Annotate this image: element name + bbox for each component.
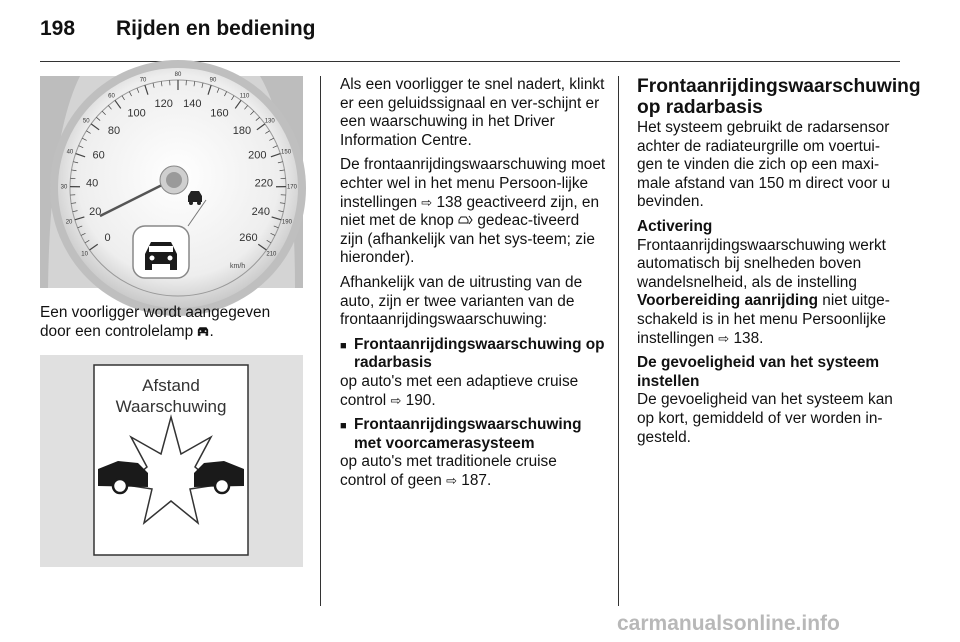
gauge-label: 150 [281, 149, 292, 156]
lamp-caption [40, 304, 304, 341]
intro-paragraph: Het systeem gebruikt de radarsensor achter de radiateurgrille om voertui-gen te vinden die zich op een maxi-male afstand van 150 m direct voor u bevinden. [637, 119, 891, 211]
bullet-2-text [340, 453, 606, 490]
p2-text-b: 138 geactiveerd zijn, en niet met de knop [340, 193, 600, 230]
gauge-label: 60 [108, 93, 115, 100]
paragraph-1: Als een voorligger te snel nadert, klinkt er een geluidssignaal en ver-schijnt er een waarschuwing in het Driver Information Centre. [340, 76, 605, 149]
watermark: carmanualsonline.info [617, 612, 840, 635]
bullet-square-icon: ■ [340, 420, 347, 433]
activering-paragraph [637, 237, 903, 349]
bullet-1-text [340, 373, 606, 410]
act-text-1: Frontaanrijdingswaarschuwing werkt automatisch bij snelheden boven wandelsnelheid, als de instelling [637, 236, 886, 291]
sensitivity-paragraph: De gevoeligheid van het systeem kan op kort, gemiddeld of ver worden in-gesteld. [637, 391, 893, 446]
gauge-label: 220 [254, 177, 274, 190]
gauge-label: 210 [266, 251, 277, 258]
act-bold: Voorbereiding aanrijding [637, 292, 818, 310]
b2-ref: 187. [461, 471, 492, 489]
caption-text: Een voorligger wordt aangegeven door een controlelamp [40, 304, 271, 340]
page-ref-arrow-icon: ⇨ [421, 194, 433, 210]
gauge-label: 20 [89, 206, 102, 219]
gauge-label: 100 [127, 107, 146, 120]
section-heading: Frontaanrijdingswaarschuwing op radarbasis [637, 76, 921, 118]
column-2 [340, 76, 606, 490]
paragraph-3: Afhankelijk van de uitrusting van de auto, zijn er twee varianten van de frontaanrijdingswaarschuwing: [340, 273, 583, 329]
act-text-2: niet uitge-schakeld is in het menu Persoonlijke instellingen [637, 292, 890, 347]
gauge-label: 130 [264, 118, 275, 125]
sign-line-1: Afstand [142, 376, 200, 396]
speedometer-illustration [40, 72, 303, 288]
page-ref-arrow-icon: ⇨ [718, 330, 730, 346]
column-divider-2 [618, 76, 619, 606]
gauge-label: 60 [92, 149, 105, 162]
bullet-2 [340, 416, 606, 453]
caption-end: . [209, 322, 214, 340]
gauge-label: 110 [239, 93, 250, 100]
gauge-label: 80 [174, 72, 182, 78]
b1-ref: 190. [405, 391, 436, 409]
gauge-unit: km/h [230, 263, 246, 270]
collision-warning-button-icon [458, 214, 473, 226]
p2-text-c: gedeac-tiveerd zijn (afhankelijk van het sys-teem; zie hieronder). [340, 212, 595, 267]
gauge-label: 50 [82, 118, 90, 125]
gauge-label: 140 [183, 97, 202, 110]
gauge-label: 0 [104, 231, 111, 244]
p2-text-a: De frontaanrijdingswaarschuwing moet echter wel in het menu Persoon-lijke instellingen [340, 156, 606, 211]
bullet-square-icon: ■ [340, 339, 347, 352]
page-number: 198 [40, 17, 76, 40]
gauge-label: 40 [86, 177, 99, 190]
distance-warning-illustration [40, 355, 303, 567]
gauge-label: 240 [251, 206, 270, 219]
running-title: Rijden en bediening [116, 17, 316, 40]
gauge-label: 170 [286, 184, 297, 191]
gauge-label: 80 [107, 125, 121, 138]
gauge-label: 30 [60, 184, 68, 191]
gauge-label: 180 [232, 125, 252, 138]
b1-text: op auto's met een adaptieve cruise control [340, 372, 579, 409]
gauge-label: 40 [66, 149, 74, 156]
activering-heading: Activering [637, 217, 713, 235]
bullet-1 [340, 336, 606, 373]
bullet-2-title: Frontaanrijdingswaarschuwing met voorcamerasysteem [354, 416, 582, 452]
gauge-label: 10 [81, 251, 88, 258]
page-ref-arrow-icon: ⇨ [446, 472, 458, 488]
column-3 [637, 76, 921, 447]
paragraph-2 [340, 156, 606, 268]
bullet-1-title: Frontaanrijdingswaarschuwing op radarbasis [354, 335, 605, 372]
gauge-label: 70 [139, 77, 147, 84]
b2-text: op auto's met traditionele cruise control of geen [340, 453, 557, 489]
gauge-label: 90 [209, 77, 217, 84]
sensitivity-heading: De gevoeligheid van het systeem instellen [637, 354, 880, 390]
gauge-label: 120 [154, 97, 173, 110]
sign-line-2: Waarschuwing [115, 397, 227, 417]
act-ref: 138. [733, 329, 764, 347]
gauge-label: 160 [210, 107, 229, 120]
gauge-label: 20 [65, 219, 73, 226]
gauge-label: 190 [281, 219, 292, 226]
page-ref-arrow-icon: ⇨ [390, 392, 402, 408]
car-lamp-icon [197, 326, 209, 337]
gauge-label: 200 [248, 149, 267, 162]
gauge-label: 260 [239, 231, 258, 244]
column-divider-1 [320, 76, 321, 606]
column-1 [40, 72, 304, 567]
